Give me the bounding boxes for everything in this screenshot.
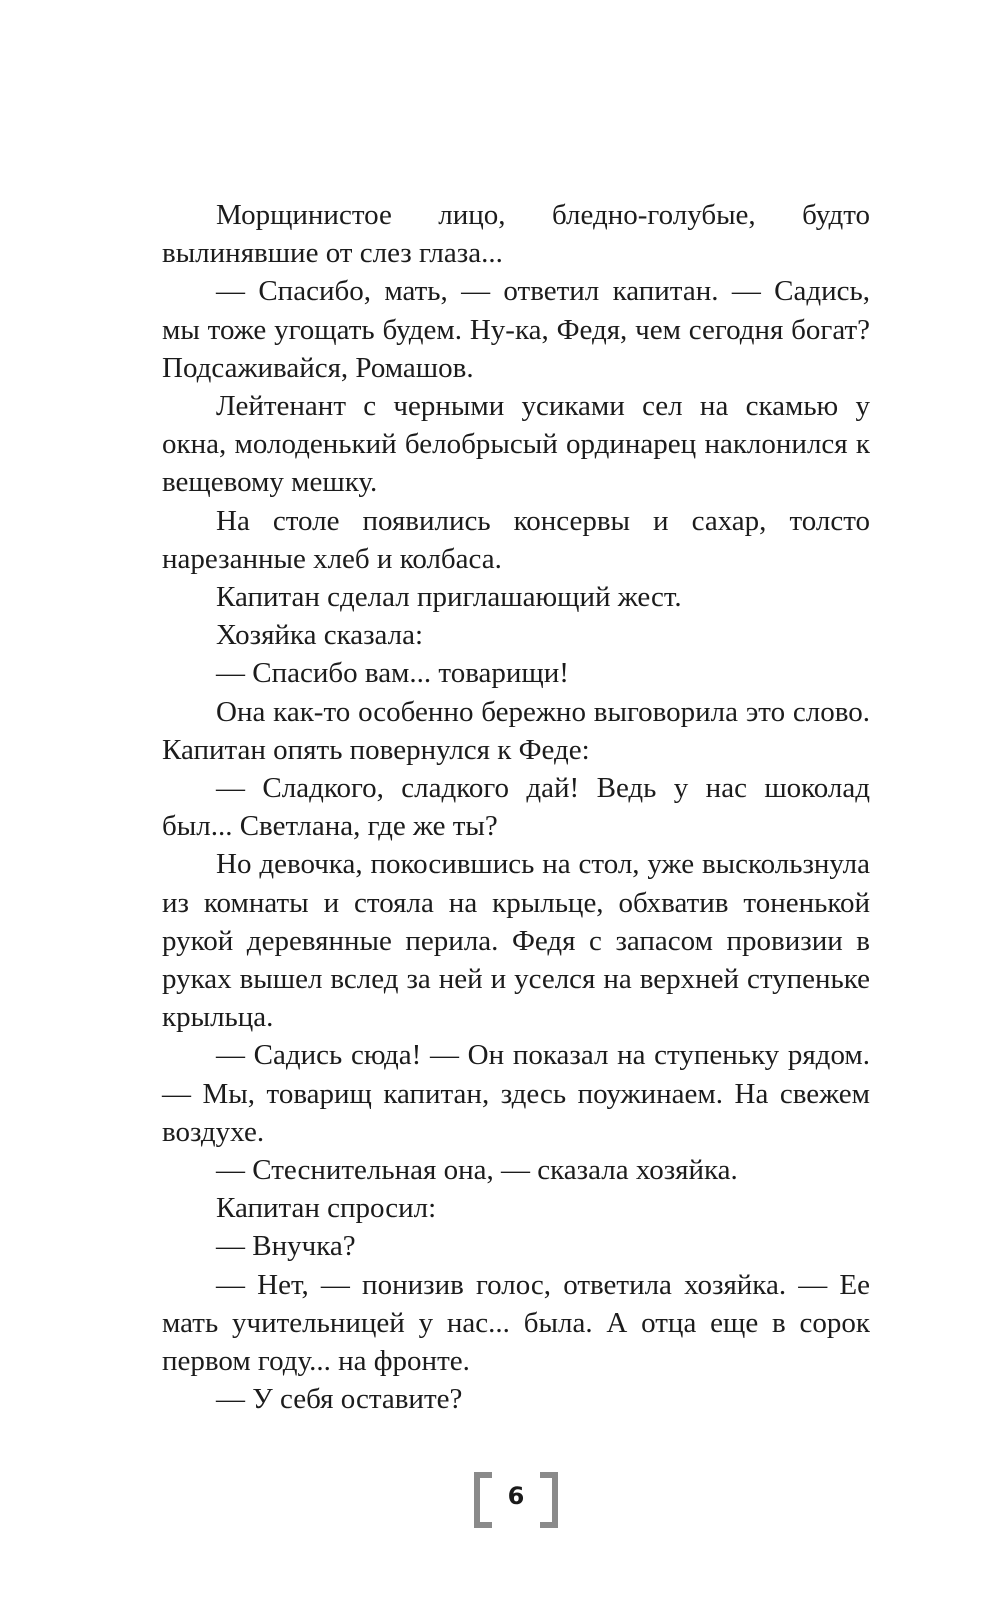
paragraph: Морщинистое лицо, бледно-голубые, будто вылинявшие от слез глаза... (162, 199, 870, 270)
paragraph: — Спасибо вам... товарищи! (216, 657, 569, 690)
paragraph: — Сладкого, сладкого дай! Ведь у нас шоколад был... Светлана, где же ты? (162, 772, 870, 843)
paragraph: Но девочка, покосившись на стол, уже выскользнула из комнаты и стояла на крыльце, обхватив тоненькой рукой деревянные перила. Федя с запасом провизии в руках вышел вслед за ней и уселся на верхней ступеньке крыльца. (162, 848, 870, 1034)
page-number-box (474, 1472, 558, 1534)
right-bracket-icon (540, 1472, 558, 1528)
body-text (162, 196, 870, 1419)
paragraph: Хозяйка сказала: (216, 619, 424, 652)
paragraph: На столе появились консервы и сахар, толсто нарезанные хлеб и колбаса. (162, 504, 870, 575)
page-number: 6 (507, 1482, 525, 1510)
paragraph: — Спасибо, мать, — ответил капитан. — Садись, мы тоже угощать будем. Ну-ка, Федя, чем сегодня богат? Подсаживайся, Ромашов. (162, 275, 870, 384)
paragraph: — У себя оставите? (216, 1383, 463, 1416)
paragraph: Лейтенант с черными усиками сел на скамью у окна, молоденький белобрысый ординарец наклонился к вещевому мешку. (162, 390, 870, 499)
paragraph: Капитан сделал приглашающий жест. (216, 581, 682, 614)
paragraph: — Нет, — понизив голос, ответила хозяйка. — Ее мать учительницей у нас... была. А отца еще в сорок первом году... на фронте. (162, 1268, 870, 1378)
paragraph: — Внучка? (216, 1230, 356, 1263)
paragraph: — Садись сюда! — Он показал на ступеньку рядом. — Мы, товарищ капитан, здесь поужинаем. На свежем воздухе. (162, 1039, 870, 1148)
paragraph: Она как-то особенно бережно выговорила это слово. Капитан опять повернулся к Феде: (162, 695, 870, 766)
paragraph: Капитан спросил: (216, 1192, 437, 1225)
paragraph: — Стеснительная она, — сказала хозяйка. (216, 1154, 738, 1187)
